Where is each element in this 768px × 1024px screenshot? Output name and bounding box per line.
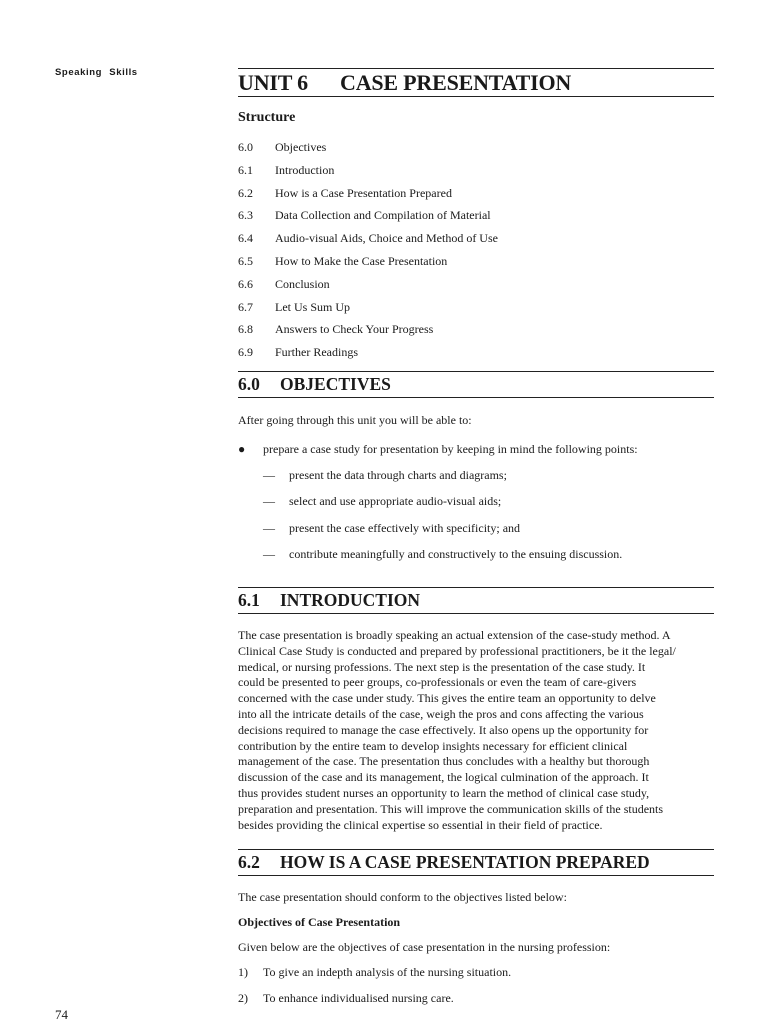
how-prepared-heading	[238, 849, 714, 876]
objective-point-text: present the case effectively with specificity; and	[289, 520, 521, 535]
objective-point	[263, 547, 714, 563]
case-objective-item	[238, 965, 714, 981]
structure-list	[238, 136, 714, 364]
structure-item-title: Audio-visual Aids, Choice and Method of Use	[275, 231, 498, 246]
paragraph-line: into all the intricate details of the case, weigh the pros and cons affecting the various	[238, 706, 644, 721]
section-number: 6.0	[238, 374, 260, 394]
paragraph-line: The case presentation is broadly speaking an actual extension of the case-study method. A	[238, 628, 671, 642]
running-head: Speaking Skills	[55, 67, 138, 78]
dash-icon: —	[263, 520, 275, 535]
structure-item-number: 6.0	[238, 140, 253, 154]
structure-item	[238, 273, 714, 296]
objectives-points	[238, 468, 714, 563]
item-text: To enhance individualised nursing care.	[263, 991, 454, 1006]
structure-item	[238, 182, 714, 205]
structure-item-number: 6.8	[238, 322, 253, 337]
objective-point	[263, 521, 714, 537]
paragraph-line: decisions required to manage the case effectively. It also opens up the opportunity for	[238, 722, 649, 737]
paragraph-line: preparation and presentation. This will improve the communication skills of the students	[238, 801, 664, 816]
unit-name: CASE PRESENTATION	[340, 70, 572, 95]
structure-item-number: 6.9	[238, 345, 253, 360]
structure-heading: Structure	[238, 110, 296, 125]
paragraph-line: could be presented to peer groups, co-professionals or even the team of care-givers	[238, 675, 637, 690]
structure-item-title: Further Readings	[275, 345, 358, 360]
how-prepared-intro: The case presentation should conform to the objectives listed below:	[238, 890, 567, 904]
paragraph-line: medical, or nursing professions. The next step is the presentation of the case study. It	[238, 659, 646, 674]
objectives-heading	[238, 371, 714, 398]
structure-item-title: Let Us Sum Up	[275, 299, 350, 314]
structure-item-number: 6.7	[238, 299, 253, 314]
paragraph-line: management of the case. The presentation thus concludes with a healthy but thorough	[238, 754, 650, 769]
page-number: 74	[55, 1007, 68, 1022]
objectives-intro: After going through this unit you will be able to:	[238, 413, 472, 427]
structure-item	[238, 296, 714, 319]
structure-item-title: How is a Case Presentation Prepared	[275, 185, 452, 200]
introduction-section	[238, 587, 714, 833]
structure-item-number: 6.6	[238, 276, 253, 291]
objectives-section	[238, 371, 714, 563]
section-title: HOW IS A CASE PRESENTATION PREPARED	[280, 852, 650, 872]
bullet-icon: ●	[238, 441, 246, 456]
objective-point	[263, 468, 714, 484]
structure-item	[238, 159, 714, 182]
structure-item-title: Data Collection and Compilation of Material	[275, 208, 491, 223]
paragraph-line: discussion of the case and its management, the logical culmination of the approach. It	[238, 770, 649, 785]
structure-item	[238, 318, 714, 341]
dash-icon: —	[263, 468, 275, 483]
case-objective-item	[238, 991, 714, 1007]
paragraph-line: concerned with the case under study. This gives the entire team an opportunity to delve	[238, 691, 656, 706]
structure-item	[238, 136, 714, 159]
structure-item-title: Answers to Check Your Progress	[275, 322, 434, 337]
structure-item-number: 6.1	[238, 162, 253, 177]
structure-item-title: Introduction	[275, 162, 335, 177]
paragraph-line: Clinical Case Study is conducted and prepared by professional practitioners, be it the legal/	[238, 643, 676, 658]
objective-point-text: select and use appropriate audio-visual aids;	[289, 494, 502, 509]
how-prepared-lead: Given below are the objectives of case presentation in the nursing profession:	[238, 939, 611, 954]
page-content	[238, 68, 714, 1006]
unit-label: UNIT 6	[238, 70, 308, 95]
how-prepared-section	[238, 849, 714, 1007]
introduction-heading	[238, 587, 714, 614]
objectives-bullet	[238, 442, 714, 458]
structure-item	[238, 204, 714, 227]
objective-point-text: present the data through charts and diagrams;	[289, 468, 507, 483]
case-objectives-list	[238, 965, 714, 1007]
structure-item-title: Conclusion	[275, 276, 330, 291]
structure-item-number: 6.4	[238, 231, 253, 246]
item-number: 1)	[238, 965, 248, 980]
structure-item-number: 6.5	[238, 253, 253, 268]
objective-point-text: contribute meaningfully and constructively to the ensuing discussion.	[289, 546, 623, 561]
paragraph-line: besides providing the clinical expertise so essential in their field of practice.	[238, 817, 603, 832]
structure-item-title: How to Make the Case Presentation	[275, 253, 448, 268]
dash-icon: —	[263, 546, 275, 561]
item-text: To give an indepth analysis of the nursing situation.	[263, 965, 512, 980]
bullet-text: prepare a case study for presentation by keeping in mind the following points:	[263, 441, 638, 456]
structure-item-number: 6.3	[238, 208, 253, 223]
structure-item	[238, 341, 714, 364]
paragraph-line: contribution by the entire team to develop insights necessary for efficient clinical	[238, 738, 628, 753]
objectives-subheading: Objectives of Case Presentation	[238, 914, 401, 929]
paragraph-line: thus provides student nurses an opportunity to learn the method of clinical case study,	[238, 785, 650, 800]
structure-item-title: Objectives	[275, 140, 327, 154]
item-number: 2)	[238, 991, 248, 1006]
section-title: OBJECTIVES	[280, 374, 391, 394]
dash-icon: —	[263, 494, 275, 509]
structure-item-number: 6.2	[238, 185, 253, 200]
section-number: 6.2	[238, 852, 260, 872]
introduction-paragraph	[238, 628, 714, 833]
objective-point	[263, 494, 714, 510]
structure-item	[238, 227, 714, 250]
section-title: INTRODUCTION	[280, 590, 421, 610]
structure-item	[238, 250, 714, 273]
section-number: 6.1	[238, 590, 260, 610]
unit-title	[238, 68, 714, 97]
